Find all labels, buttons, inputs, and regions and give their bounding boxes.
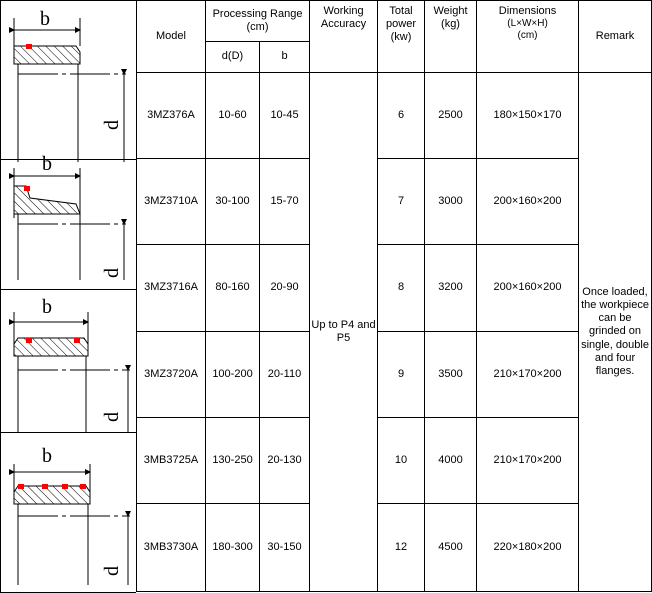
d-range-cell: 100-200 bbox=[206, 331, 260, 417]
power-cell: 8 bbox=[378, 245, 425, 331]
header-processing-range: Processing Range (cm) bbox=[206, 1, 310, 42]
model-cell: 3MZ3720A bbox=[137, 331, 206, 417]
table-row bbox=[137, 245, 652, 331]
header-b: b bbox=[260, 42, 310, 73]
weight-cell: 3000 bbox=[425, 159, 477, 245]
width-label: b bbox=[42, 445, 52, 467]
power-cell: 10 bbox=[378, 417, 425, 503]
weight-cell: 2500 bbox=[425, 73, 477, 159]
model-cell: 3MB3725A bbox=[137, 417, 206, 503]
diameter-label: d bbox=[101, 120, 123, 130]
remark-cell: Once loaded, the workpiece can be grinded on single, double and four flanges. bbox=[579, 73, 652, 592]
b-range-cell: 10-45 bbox=[260, 73, 310, 159]
power-cell: 7 bbox=[378, 159, 425, 245]
diameter-label: d bbox=[101, 566, 123, 576]
dimensions-cell: 210×170×200 bbox=[477, 417, 579, 503]
dimensions-cell: 200×160×200 bbox=[477, 245, 579, 331]
workpiece-diagrams-column bbox=[0, 0, 136, 593]
d-range-cell: 10-60 bbox=[206, 73, 260, 159]
d-range-cell: 30-100 bbox=[206, 159, 260, 245]
model-cell: 3MZ3710A bbox=[137, 159, 206, 245]
b-range-cell: 15-70 bbox=[260, 159, 310, 245]
table-row bbox=[137, 159, 652, 245]
table-row bbox=[137, 73, 652, 159]
dimensions-cell: 220×180×200 bbox=[477, 503, 579, 591]
header-dimensions: Dimensions (L×W×H) (cm) bbox=[477, 1, 579, 73]
header-total-power: Total power (kw) bbox=[378, 1, 425, 73]
width-label: b bbox=[42, 153, 52, 175]
power-cell: 9 bbox=[378, 331, 425, 417]
header-weight: Weight (kg) bbox=[425, 1, 477, 73]
diameter-label: d bbox=[101, 412, 123, 422]
weight-cell: 4000 bbox=[425, 417, 477, 503]
accuracy-cell: Up to P4 and P5 bbox=[310, 73, 378, 592]
workpiece-diagram-2 bbox=[14, 153, 126, 280]
table-row bbox=[137, 417, 652, 503]
model-cell: 3MB3730A bbox=[137, 503, 206, 591]
dimensions-cell: 200×160×200 bbox=[477, 159, 579, 245]
b-range-cell: 20-110 bbox=[260, 331, 310, 417]
b-range-cell: 20-130 bbox=[260, 417, 310, 503]
table-row bbox=[137, 503, 652, 591]
d-range-cell: 180-300 bbox=[206, 503, 260, 591]
power-cell: 6 bbox=[378, 73, 425, 159]
weight-cell: 3200 bbox=[425, 245, 477, 331]
b-range-cell: 30-150 bbox=[260, 503, 310, 591]
width-label: b bbox=[42, 296, 52, 318]
header-remark: Remark bbox=[579, 1, 652, 73]
specifications-table bbox=[136, 0, 652, 592]
workpiece-diagram-1 bbox=[14, 8, 126, 162]
header-d: d(D) bbox=[206, 42, 260, 73]
weight-cell: 4500 bbox=[425, 503, 477, 591]
model-cell: 3MZ3716A bbox=[137, 245, 206, 331]
workpiece-diagram-3 bbox=[14, 296, 130, 432]
weight-cell: 3500 bbox=[425, 331, 477, 417]
d-range-cell: 130-250 bbox=[206, 417, 260, 503]
dimensions-cell: 210×170×200 bbox=[477, 331, 579, 417]
power-cell: 12 bbox=[378, 503, 425, 591]
width-label: b bbox=[40, 8, 50, 30]
diameter-label: d bbox=[101, 268, 123, 278]
model-cell: 3MZ376A bbox=[137, 73, 206, 159]
d-range-cell: 80-160 bbox=[206, 245, 260, 331]
workpiece-diagram-4 bbox=[14, 445, 130, 585]
table-row bbox=[137, 331, 652, 417]
header-model: Model bbox=[137, 1, 206, 73]
dimensions-cell: 180×150×170 bbox=[477, 73, 579, 159]
b-range-cell: 20-90 bbox=[260, 245, 310, 331]
header-working-accuracy: Working Accuracy bbox=[310, 1, 378, 73]
